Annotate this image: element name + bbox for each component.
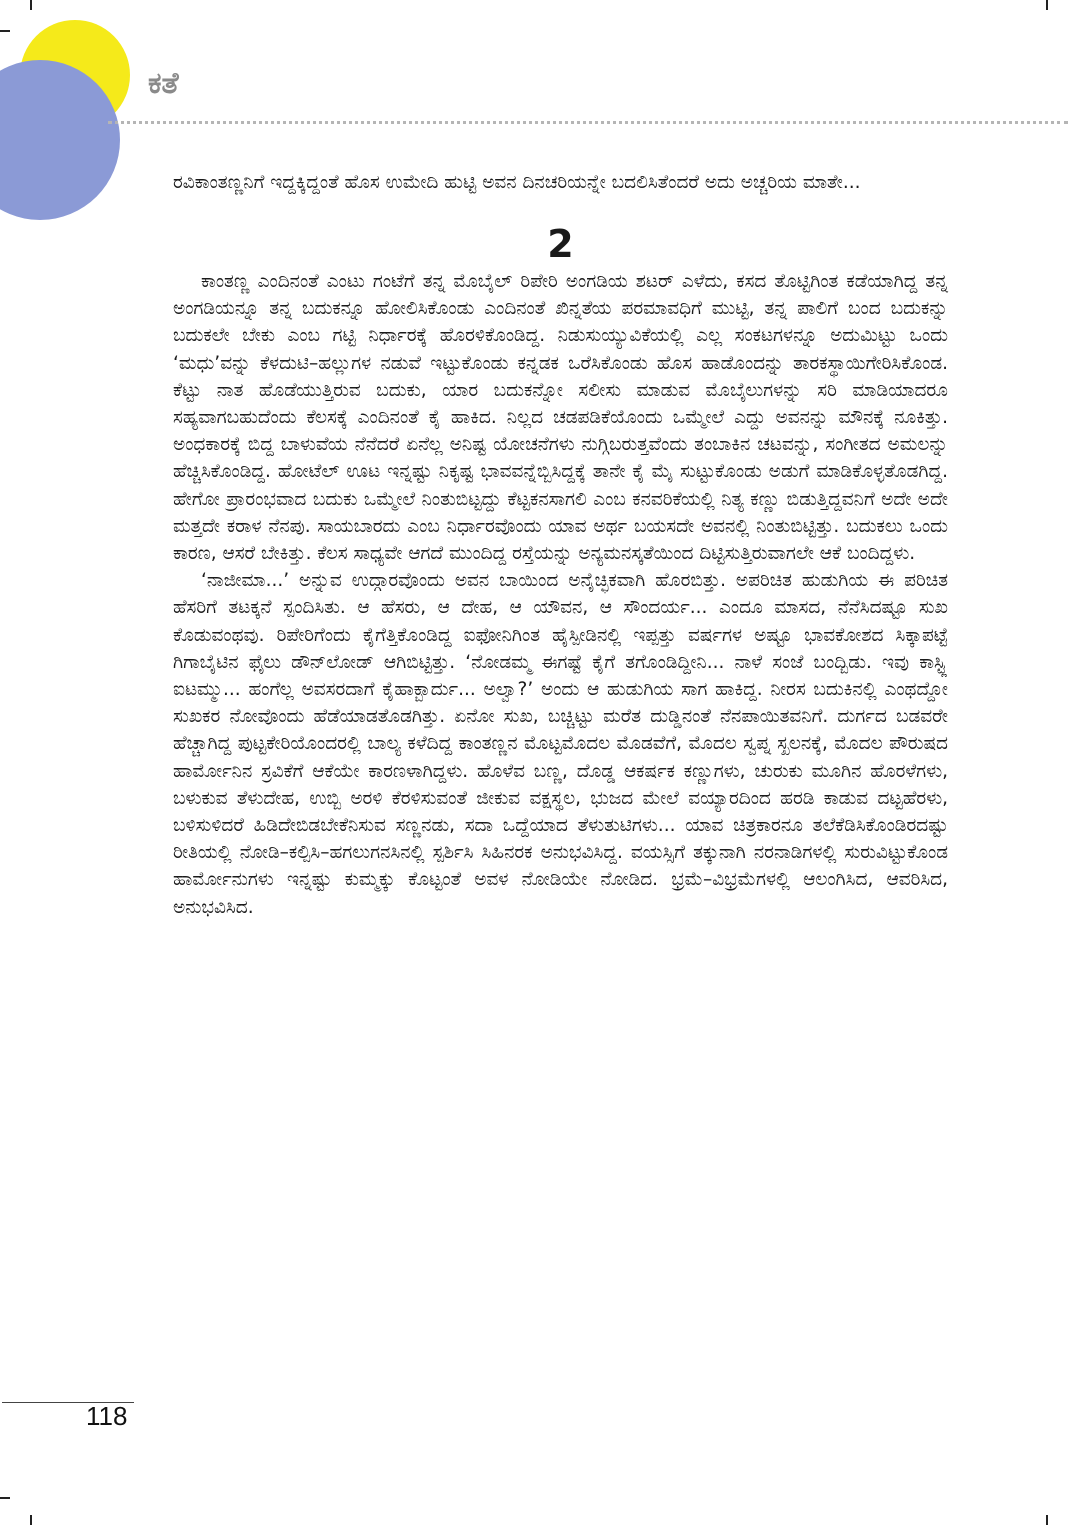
story-body bbox=[173, 268, 948, 921]
crop-mark-left-top bbox=[0, 30, 10, 32]
crop-mark-bottom-left bbox=[30, 1515, 32, 1525]
intro-paragraph bbox=[173, 169, 948, 196]
crop-mark-top-right bbox=[1046, 0, 1048, 10]
body-paragraph-1: ಕಾಂತಣ್ಣ ಎಂದಿನಂತೆ ಎಂಟು ಗಂಟೆಗೆ ತನ್ನ ಮೊಬೈಲ್ ರಿಪೇರಿ ಅಂಗಡಿಯ ಶಟರ್ ಎಳೆದು, ಕಸದ ತೊಟ್ಟಿಗಿಂತ ಕಡೆಯಾಗಿದ್ದ ತನ್ನ ಅಂಗಡಿಯನ್ನೂ ತನ್ನ ಬದುಕನ್ನೂ ಹೋಲಿಸಿಕೊಂಡು ಎಂದಿನಂತೆ ಖಿನ್ನತೆಯ ಪರಮಾವಧಿಗೆ ಮುಟ್ಟಿ, ತನ್ನ ಪಾಲಿಗೆ ಬಂದ ಬದುಕನ್ನು ಬದುಕಲೇ ಬೇಕು ಎಂಬ ಗಟ್ಟಿ ನಿರ್ಧಾರಕ್ಕೆ ಹೊರಳಿಕೊಂಡಿದ್ದ. ನಿಡುಸುಯ್ಯುವಿಕೆಯಲ್ಲಿ ಎಲ್ಲ ಸಂಕಟಗಳನ್ನೂ ಅದುಮಿಟ್ಟು ಒಂದು ‘ಮಧು’ವನ್ನು ಕೆಳದುಟಿ–ಹಲ್ಲುಗಳ ನಡುವೆ ಇಟ್ಟುಕೊಂಡು ಕನ್ನಡಕ ಒರೆಸಿಕೊಂಡು ಹೊಸ ಹಾಡೊಂದನ್ನು ತಾರಕಸ್ಥಾಯಿಗೇರಿಸಿಕೊಂಡ. ಕೆಟ್ಟು ನಾತ ಹೊಡೆಯುತ್ತಿರುವ ಬದುಕು, ಯಾರ ಬದುಕನ್ನೋ ಸಲೀಸು ಮಾಡುವ ಮೊಬೈಲುಗಳನ್ನು ಸರಿ ಮಾಡಿಯಾದರೂ ಸಹ್ಯವಾಗಬಹುದೆಂದು ಕೆಲಸಕ್ಕೆ ಎಂದಿನಂತೆ ಕೈ ಹಾಕಿದ. ನಿಲ್ಲದ ಚಡಪಡಿಕೆಯೊಂದು ಒಮ್ಮೇಲೆ ಎದ್ದು ಅವನನ್ನು ಮೌನಕ್ಕೆ ನೂಕಿತ್ತು. ಅಂಧಕಾರಕ್ಕೆ ಬಿದ್ದ ಬಾಳುವೆಯ ನೆನೆದರೆ ಏನೆಲ್ಲ ಅನಿಷ್ಟ ಯೋಚನೆಗಳು ನುಗ್ಗಿಬರುತ್ತವೆಂದು ತಂಬಾಕಿನ ಚಟವನ್ನು, ಸಂಗೀತದ ಅಮಲನ್ನು ಹೆಚ್ಚಿಸಿಕೊಂಡಿದ್ದ. ಹೋಟೆಲ್ ಊಟ ಇನ್ನಷ್ಟು ನಿಕೃಷ್ಟ ಭಾವವನ್ನೆಬ್ಬಿಸಿದ್ದಕ್ಕೆ ತಾನೇ ಕೈ ಮೈ ಸುಟ್ಟುಕೊಂಡು ಅಡುಗೆ ಮಾಡಿಕೊಳ್ಳತೊಡಗಿದ್ದ. ಹೇಗೋ ಪ್ರಾರಂಭವಾದ ಬದುಕು ಒಮ್ಮೇಲೆ ನಿಂತುಬಿಟ್ಟದ್ದು ಕೆಟ್ಟಕನಸಾಗಲಿ ಎಂಬ ಕನವರಿಕೆಯಲ್ಲಿ ನಿತ್ಯ ಕಣ್ಣು ಬಿಡುತ್ತಿದ್ದವನಿಗೆ ಅದೇ ಅದೇ ಮತ್ತದೇ ಕರಾಳ ನೆನಪು. ಸಾಯಬಾರದು ಎಂಬ ನಿರ್ಧಾರವೊಂದು ಯಾವ ಅರ್ಥ ಬಯಸದೇ ಅವನಲ್ಲಿ ನಿಂತುಬಿಟ್ಟಿತ್ತು. ಬದುಕಲು ಒಂದು ಕಾರಣ, ಆಸರೆ ಬೇಕಿತ್ತು. ಕೆಲಸ ಸಾಧ್ಯವೇ ಆಗದೆ ಮುಂದಿದ್ದ ರಸ್ತೆಯನ್ನು ಅನ್ಯಮನಸ್ಕತೆಯಿಂದ ದಿಟ್ಟಿಸುತ್ತಿರುವಾಗಲೇ ಆಕೆ ಬಂದಿದ್ದಳು. bbox=[173, 271, 948, 565]
chapter-number: 2 bbox=[547, 222, 574, 266]
crop-mark-bottom-right bbox=[1046, 1515, 1048, 1525]
body-paragraph-2: ‘ನಾಜೀಮಾ...’ ಅನ್ನುವ ಉದ್ಗಾರವೊಂದು ಅವನ ಬಾಯಿಂದ ಅನೈಚ್ಛಿಕವಾಗಿ ಹೊರಬಿತ್ತು. ಅಪರಿಚಿತ ಹುಡುಗಿಯ ಈ ಪರಿಚಿತ ಹೆಸರಿಗೆ ತಟಕ್ಕನೆ ಸ್ಪಂದಿಸಿತು. ಆ ಹೆಸರು, ಆ ದೇಹ, ಆ ಯೌವನ, ಆ ಸೌಂದರ್ಯ... ಎಂದೂ ಮಾಸದ, ನೆನೆಸಿದಷ್ಟೂ ಸುಖ ಕೊಡುವಂಥವು. ರಿಪೇರಿಗೆಂದು ಕೈಗೆತ್ತಿಕೊಂಡಿದ್ದ ಐಫೋನಿಗಿಂತ ಹೈಸ್ಪೀಡಿನಲ್ಲಿ ಇಪ್ಪತ್ತು ವರ್ಷಗಳ ಅಷ್ಟೂ ಭಾವಕೋಶದ ಸಿಕ್ಕಾಪಟ್ಟೆ ಗಿಗಾಬೈಟಿನ ಫೈಲು ಡೌನ್‌ಲೋಡ್ ಆಗಿಬಿಟ್ಟಿತ್ತು. ‘ನೋಡಮ್ಮ ಈಗಷ್ಟೆ ಕೈಗೆ ತಗೊಂಡಿದ್ದೀನಿ... ನಾಳೆ ಸಂಜೆ ಬಂದ್ಬಿಡು. ಇವು ಕಾಸ್ಟ್ಲಿ ಐಟಮ್ಮು... ಹಂಗೆಲ್ಲ ಅವಸರದಾಗೆ ಕೈಹಾಕ್ಬಾರ್ದು... ಅಲ್ವಾ?’ ಅಂದು ಆ ಹುಡುಗಿಯ ಸಾಗ ಹಾಕಿದ್ದ. ನೀರಸ ಬದುಕಿನಲ್ಲಿ ಎಂಥದ್ದೋ ಸುಖಕರ ನೋವೊಂದು ಹೆಡೆಯಾಡತೊಡಗಿತ್ತು. ಏನೋ ಸುಖ, ಬಚ್ಚಿಟ್ಟು ಮರೆತ ದುಡ್ಡಿನಂತೆ ನೆನಪಾಯಿತವನಿಗೆ. ದುರ್ಗದ ಬಡವರೇ ಹೆಚ್ಚಾಗಿದ್ದ ಪುಟ್ಟಕೇರಿಯೊಂದರಲ್ಲಿ ಬಾಲ್ಯ ಕಳೆದಿದ್ದ ಕಾಂತಣ್ಣನ ಮೊಟ್ಟಮೊದಲ ಮೊಡವೆಗೆ, ಮೊದಲ ಸ್ವಪ್ನ ಸ್ಖಲನಕ್ಕೆ, ಮೊದಲ ಪೌರುಷದ ಹಾರ್ಮೋನಿನ ಸ್ರವಿಕೆಗೆ ಆಕೆಯೇ ಕಾರಣಳಾಗಿದ್ದಳು. ಹೊಳೆವ ಬಣ್ಣ, ದೊಡ್ಡ ಆಕರ್ಷಕ ಕಣ್ಣುಗಳು, ಚುರುಕು ಮೂಗಿನ ಹೊರಳೆಗಳು, ಬಳುಕುವ ತೆಳುದೇಹ, ಉಬ್ಬಿ ಅರಳಿ ಕೆರಳಿಸುವಂತೆ ಜೀಕುವ ವಕ್ಷಸ್ಥಲ, ಭುಜದ ಮೇಲೆ ವಯ್ಯಾರದಿಂದ ಹರಡಿ ಕಾಡುವ ದಟ್ಟಹೆರಳು, ಬಳಿಸುಳಿದರೆ ಹಿಡಿದೇಬಿಡಬೇಕೆನಿಸುವ ಸಣ್ಣನಡು, ಸದಾ ಒದ್ದೆಯಾದ ತೆಳುತುಟಿಗಳು... ಯಾವ ಚಿತ್ರಕಾರನೂ ತಲೆಕೆಡಿಸಿಕೊಂಡಿರದಷ್ಟು ರೀತಿಯಲ್ಲಿ ನೋಡಿ–ಕಲ್ಪಿಸಿ–ಹಗಲುಗನಸಿನಲ್ಲಿ ಸ್ಪರ್ಶಿಸಿ ಸಿಹಿನರಕ ಅನುಭವಿಸಿದ್ದ. ವಯಸ್ಸಿಗೆ ತಕ್ಕುನಾಗಿ ನರನಾಡಿಗಳಲ್ಲಿ ಸುರುವಿಟ್ಟುಕೊಂಡ ಹಾರ್ಮೋನುಗಳು ಇನ್ನಷ್ಟು ಕುಮ್ಮಕ್ಕು ಕೊಟ್ಟಂತೆ ಅವಳ ನೋಡಿಯೇ ನೋಡಿದ. ಭ್ರಮೆ–ವಿಭ್ರಮೆಗಳಲ್ಲಿ ಆಲಂಗಿಸಿದ, ಆವರಿಸಿದ, ಅನುಭವಿಸಿದ. bbox=[173, 570, 948, 918]
intro-text: ರವಿಕಾಂತಣ್ಣನಿಗೆ ಇದ್ದಕ್ಕಿದ್ದಂತೆ ಹೊಸ ಉಮೇದಿ ಹುಟ್ಟಿ ಅವನ ದಿನಚರಿಯನ್ನೇ ಬದಲಿಸಿತೆಂದರೆ ಅದು ಅಚ್ಚರಿಯ ಮಾತೇ... bbox=[173, 172, 861, 193]
crop-mark-top-left bbox=[30, 0, 32, 10]
crop-mark-left-bottom bbox=[0, 1497, 10, 1499]
page-number: 118 bbox=[86, 1401, 128, 1431]
section-title: ಕತೆ bbox=[148, 66, 179, 101]
header-dotted-divider bbox=[108, 121, 1068, 124]
